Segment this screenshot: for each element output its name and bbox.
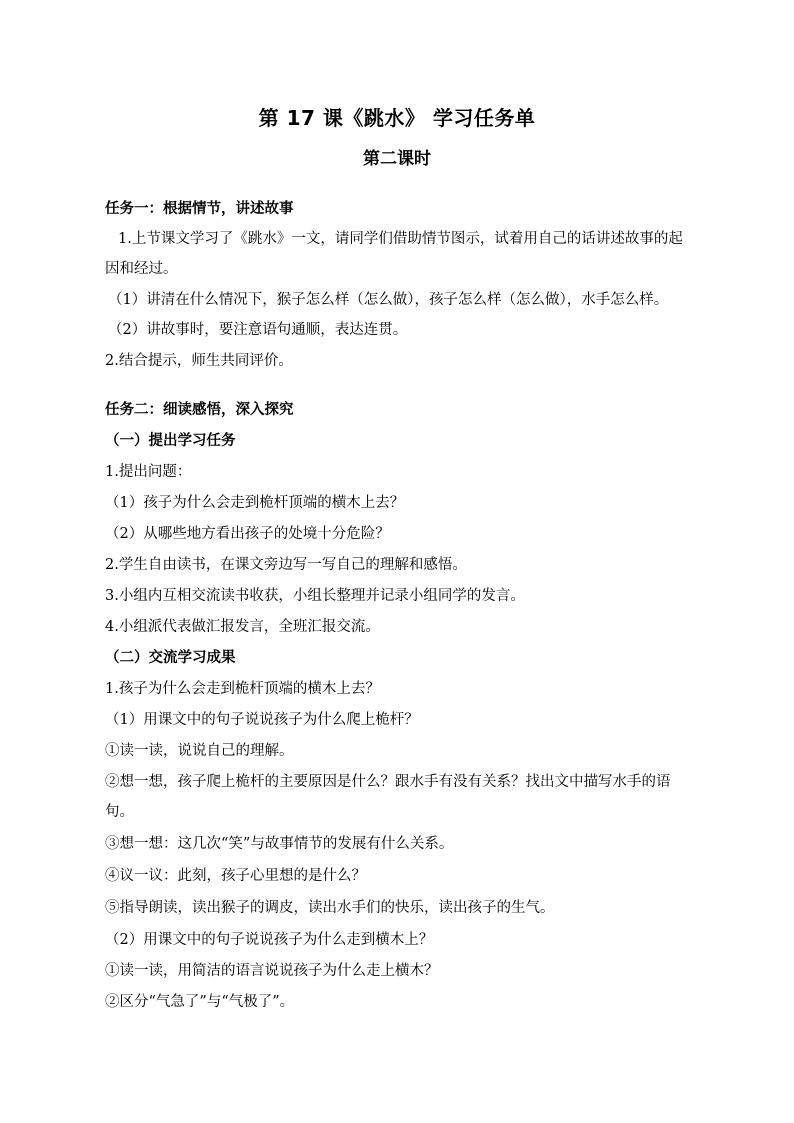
- page-subtitle: 第二课时: [363, 149, 431, 169]
- task2-s1-paragraph-3: 3.小组内互相交流读书收获，小组长整理并记录小组同学的发言。: [105, 588, 525, 604]
- page-title: 第 17 课《跳水》 学习任务单: [258, 106, 536, 130]
- task1-paragraph-2: 2.结合提示，师生共同评价。: [105, 353, 293, 369]
- task2-s1-paragraph-2: 2.学生自由读书，在课文旁边写一写自己的理解和感悟。: [105, 557, 467, 573]
- task2-s2-paragraph-1: 1.孩子为什么会走到桅杆顶端的横木上去？: [105, 681, 380, 697]
- task2-s1-paragraph-4: 4.小组派代表做汇报发言，全班汇报交流。: [105, 619, 380, 635]
- task2-s2-item-a3: ③想一想：这几次“笑”与故事情节的发展有什么关系。: [105, 836, 454, 852]
- task2-s2-item-a2-line-1: ②想一想，孩子爬上桅杆的主要原因是什么？跟水手有没有关系？找出文中描写水手的语: [105, 774, 671, 790]
- task2-s1-paragraph-1: 1.提出问题：: [105, 464, 192, 480]
- task2-s2-item-a2-line-2: 句。: [105, 804, 134, 820]
- task2-s2-subpoint-2: （2）用课文中的句子说说孩子为什么走到横木上？: [105, 932, 434, 948]
- task2-s2-item-a4: ④议一议：此刻，孩子心里想的是什么？: [105, 868, 366, 884]
- task2-section1-heading: （一）提出学习任务: [105, 433, 236, 449]
- task2-section2-heading: （二）交流学习成果: [105, 650, 236, 666]
- task2-heading: 任务二：细读感悟，深入探究: [105, 402, 294, 418]
- task1-paragraph-1-line-2: 因和经过。: [105, 261, 178, 277]
- task2-s1-question-2: （2）从哪些地方看出孩子的处境十分危险？: [105, 526, 390, 542]
- task1-paragraph-1-line-1: 1.上节课文学习了《跳水》一文，请同学们借助情节图示，试着用自己的话讲述故事的起: [118, 231, 683, 247]
- task2-s2-item-b1: ①读一读，用简洁的语言说说孩子为什么走上横木？: [105, 963, 439, 979]
- task2-s2-item-b2: ②区分“气急了”与“气极了”。: [105, 994, 295, 1010]
- task2-s1-question-1: （1）孩子为什么会走到桅杆顶端的横木上去？: [105, 495, 405, 511]
- task2-s2-item-a5: ⑤指导朗读，读出猴子的调皮，读出水手们的快乐，读出孩子的生气。: [105, 900, 555, 916]
- task1-subpoint-2: （2）讲故事时，要注意语句通顺，表达连贯。: [108, 322, 408, 338]
- task2-s2-item-a1: ①读一读，说说自己的理解。: [105, 743, 294, 759]
- task1-subpoint-1: （1）讲清在什么情况下，猴子怎么样（怎么做），孩子怎么样（怎么做），水手怎么样。: [108, 292, 669, 308]
- task1-heading: 任务一：根据情节，讲述故事: [105, 201, 294, 217]
- task2-s2-subpoint-1: （1）用课文中的句子说说孩子为什么爬上桅杆？: [105, 712, 419, 728]
